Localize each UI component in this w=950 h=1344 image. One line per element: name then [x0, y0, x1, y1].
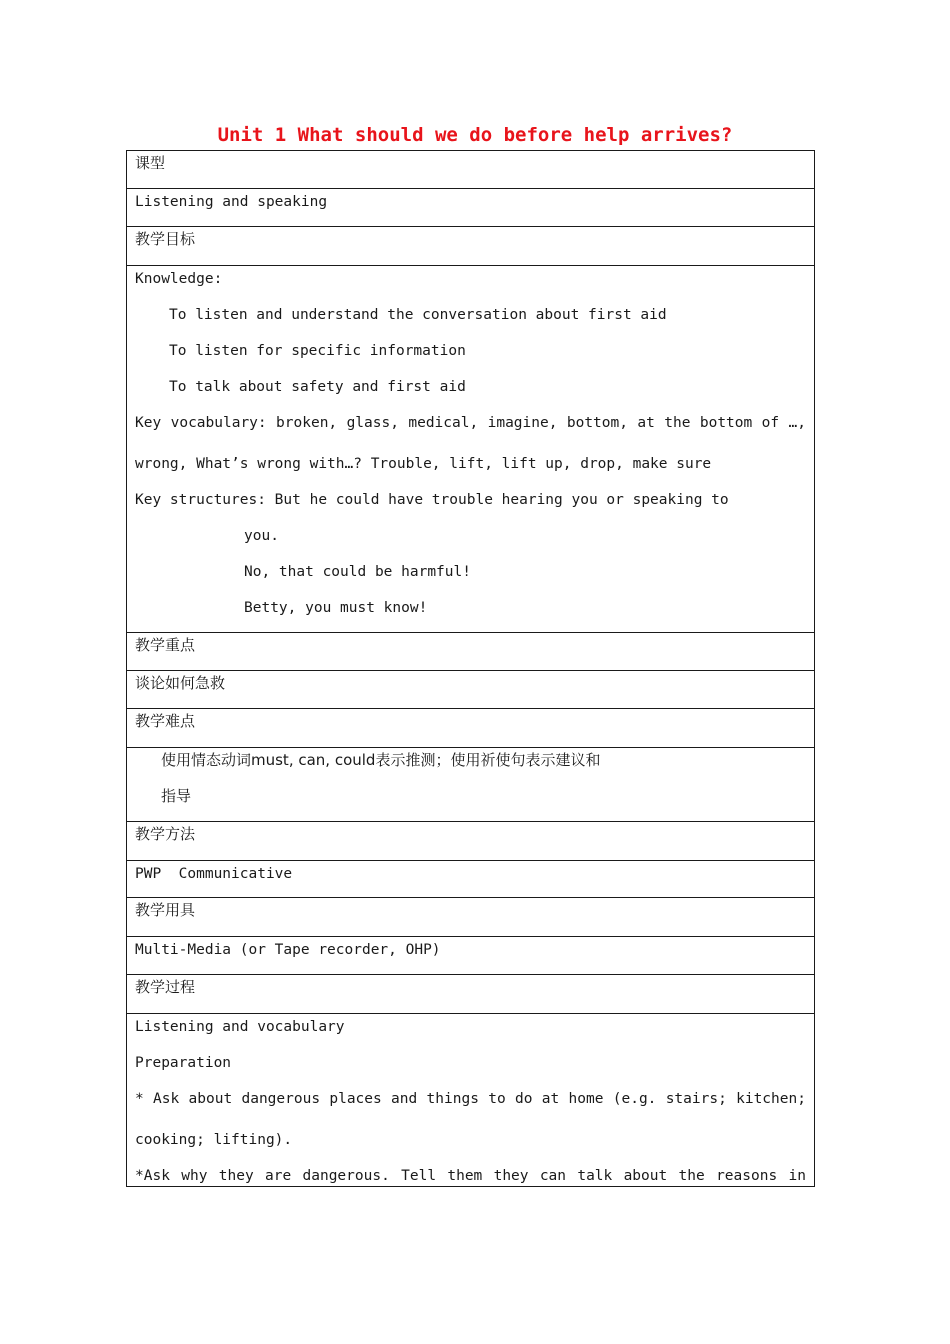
- objectives-label: 教学目标: [135, 230, 196, 248]
- row-process: [127, 1014, 814, 1186]
- tools-label: 教学用具: [135, 901, 196, 919]
- row-tools-value: [127, 937, 814, 975]
- structure-item: you.: [244, 528, 279, 544]
- methods-value: PWP Communicative: [135, 866, 293, 882]
- process-step-1-line-1: * Ask about dangerous places and things to do at home (e.g. stairs; kitchen;: [135, 1091, 806, 1107]
- goal-item: To listen for specific information: [169, 343, 466, 359]
- vocab-line-2: wrong, What’s wrong with…? Trouble, lift, lift up, drop, make sure: [135, 456, 712, 472]
- row-key-points-label: [127, 633, 814, 671]
- row-difficulties-value: [127, 748, 814, 822]
- structures-line-1: Key structures: But he could have trouble hearing you or speaking to: [135, 492, 729, 508]
- row-objectives: [127, 266, 814, 633]
- row-key-points-value: [127, 671, 814, 709]
- knowledge-heading: Knowledge:: [135, 271, 223, 287]
- difficulties-line-2: 指导: [161, 787, 192, 805]
- row-objectives-label: [127, 227, 814, 266]
- methods-label: 教学方法: [135, 825, 196, 843]
- difficulties-line-1: 使用情态动词must, can, could表示推测；使用祈使句表示建议和: [161, 751, 601, 769]
- row-methods-value: [127, 861, 814, 898]
- vocab-line-1: Key vocabulary: broken, glass, medical, imagine, bottom, at the bottom of …,: [135, 415, 806, 431]
- process-step-1-line-2: cooking; lifting).: [135, 1132, 293, 1148]
- goal-item: To talk about safety and first aid: [169, 379, 466, 395]
- row-lesson-type-value: [127, 189, 814, 227]
- process-heading: Listening and vocabulary: [135, 1019, 345, 1035]
- row-tools-label: [127, 898, 814, 937]
- structure-item: No, that could be harmful!: [244, 564, 471, 580]
- page-title: Unit 1 What should we do before help arrives?: [217, 124, 733, 146]
- key-points-label: 教学重点: [135, 636, 196, 654]
- key-points-value: 谈论如何急救: [135, 674, 226, 692]
- process-step-2-line-1: *Ask why they are dangerous. Tell them they can talk about the reasons in: [135, 1168, 806, 1184]
- goal-item: To listen and understand the conversation about first aid: [169, 307, 667, 323]
- structure-item: Betty, you must know!: [244, 600, 428, 616]
- difficulties-label: 教学难点: [135, 712, 196, 730]
- row-lesson-type-label: [127, 151, 814, 189]
- lesson-plan-table: [126, 150, 815, 1187]
- row-difficulties-label: [127, 709, 814, 748]
- row-methods-label: [127, 822, 814, 861]
- process-subheading: Preparation: [135, 1055, 232, 1071]
- tools-value: Multi-Media (or Tape recorder, OHP): [135, 942, 441, 958]
- row-process-label: [127, 975, 814, 1014]
- lesson-type-value: Listening and speaking: [135, 194, 328, 210]
- lesson-type-label: 课型: [135, 154, 166, 172]
- process-label: 教学过程: [135, 978, 196, 996]
